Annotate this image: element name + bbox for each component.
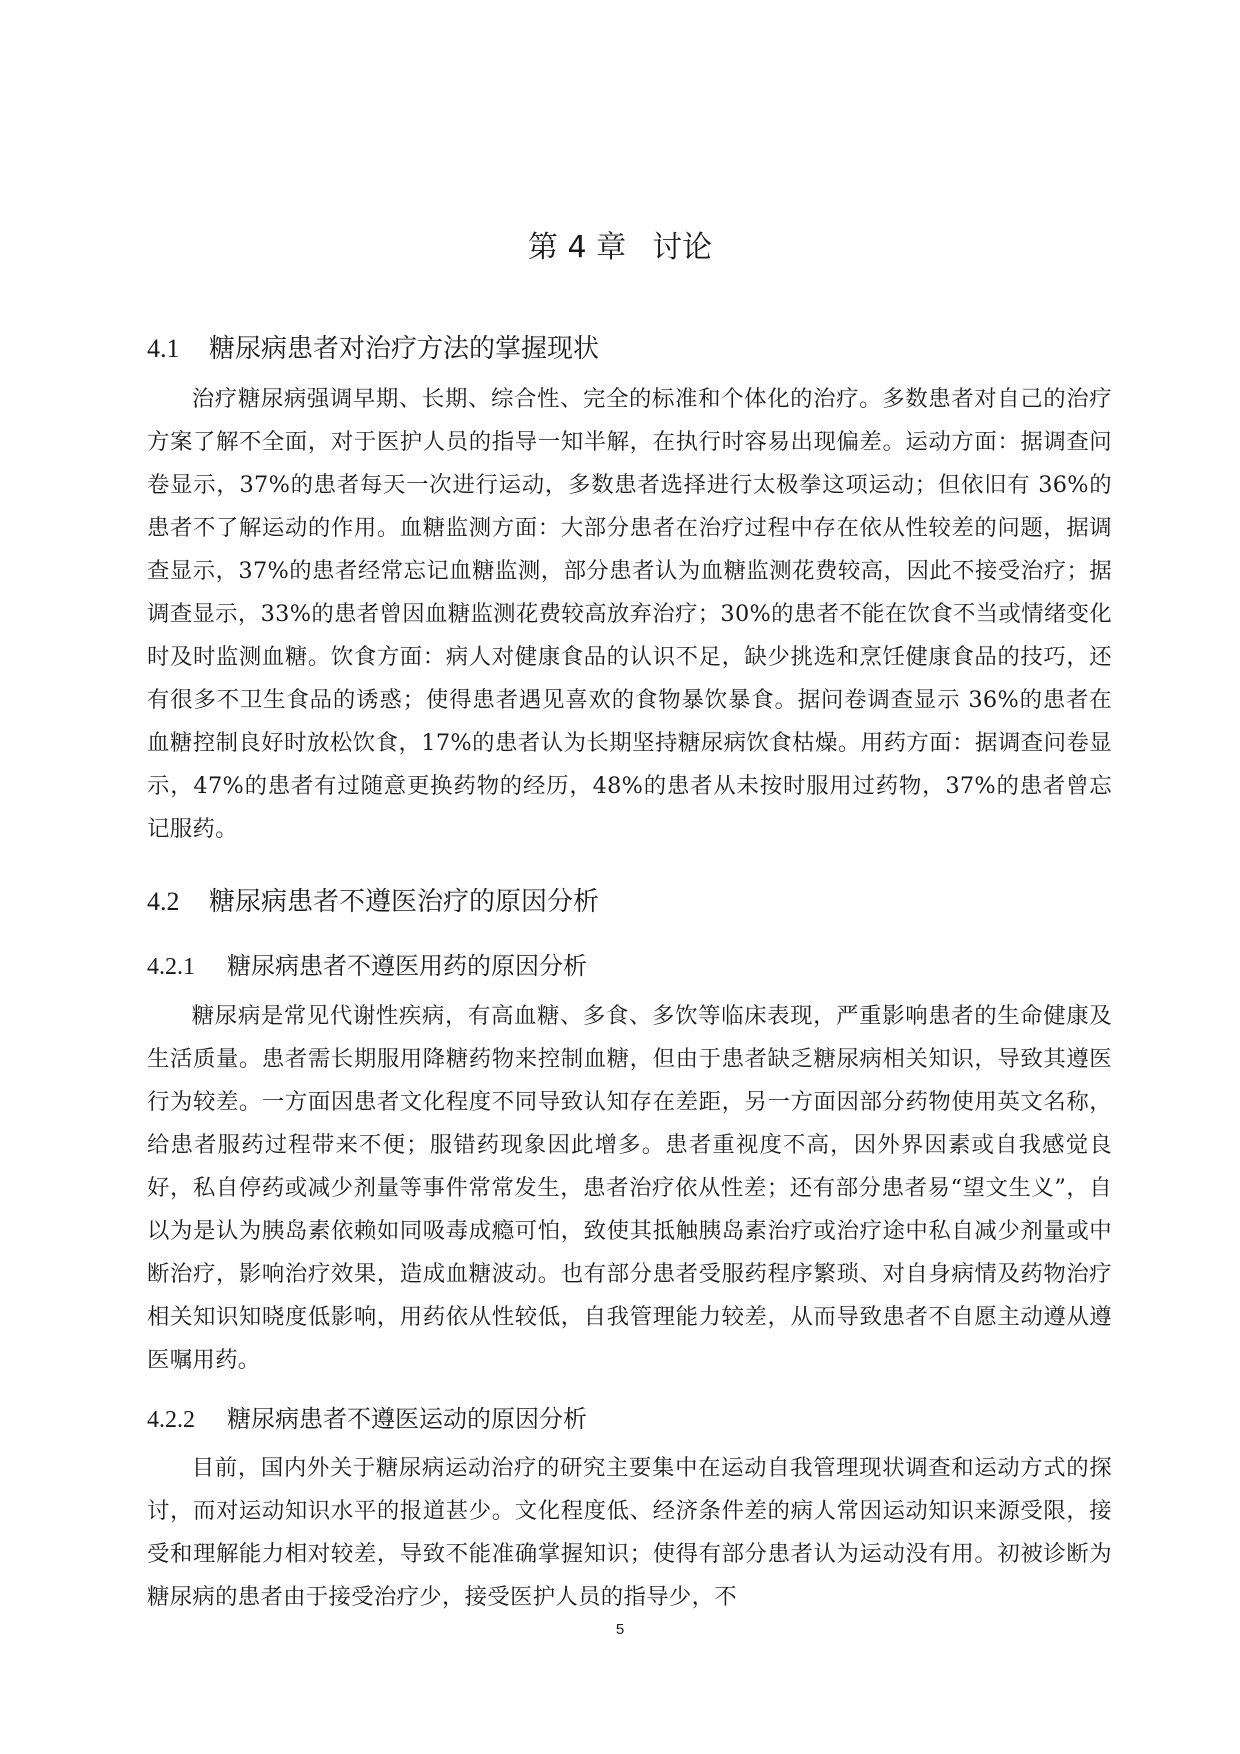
subsection-title: 糖尿病患者不遵医用药的原因分析 [227, 952, 587, 980]
subsection-number: 4.2.1 [147, 954, 195, 980]
section-title: 糖尿病患者不遵医治疗的原因分析 [209, 887, 600, 917]
page-number: 5 [615, 1621, 625, 1638]
chapter-number: 第 4 章 [527, 230, 627, 265]
subsection-heading-4-2-1 [147, 950, 587, 983]
section-4-1-paragraph: 治疗糖尿病强调早期、长期、综合性、完全的标准和个体化的治疗。多数患者对自己的治疗方案了解不全面，对于医护人员的指导一知半解，在执行时容易出现偏差。运动方面：据调查问卷显示，37%的患者每天一次进行运动，多数患者选择进行太极拳这项运动；但依旧有 36%的患者不了解运动的作用。血糖监测方面：大部分患者在治疗过程中存在依从性较差的问题，据调查显示，37%的患者经常忘记血糖监测，部分患者认为血糖监测花费较高，因此不接受治疗；据调查显示，33%的患者曾因血糖监测花费较高放弃治疗；30%的患者不能在饮食不当或情绪变化时及时监测血糖。饮食方面：病人对健康食品的认识不足，缺少挑选和烹饪健康食品的技巧，还有很多不卫生食品的诱惑；使得患者遇见喜欢的食物暴饮暴食。据问卷调查显示 36%的患者在血糖控制良好时放松饮食，17%的患者认为长期坚持糖尿病饮食枯燥。用药方面：据调查问卷显示，47%的患者有过随意更换药物的经历，48%的患者从未按时服用过药物，37%的患者曾忘记服药。 [147, 386, 1112, 842]
subsection-heading-4-2-2 [147, 1403, 587, 1436]
section-4-2-2-paragraph: 目前，国内外关于糖尿病运动治疗的研究主要集中在运动自我管理现状调查和运动方式的探讨，而对运动知识水平的报道甚少。文化程度低、经济条件差的病人常因运动知识来源受限，接受和理解能力相对较差，导致不能准确掌握知识；使得有部分患者认为运动没有用。初被诊断为糖尿病的患者由于接受治疗少，接受医护人员的指导少，不 [147, 1455, 1112, 1610]
subsection-number: 4.2.2 [147, 1407, 195, 1433]
section-4-2-1-paragraph: 糖尿病是常见代谢性疾病，有高血糖、多食、多饮等临床表现，严重影响患者的生命健康及生活质量。患者需长期服用降糖药物来控制血糖，但由于患者缺乏糖尿病相关知识，导致其遵医行为较差。一方面因患者文化程度不同导致认知存在差距，另一方面因部分药物使用英文名称，给患者服药过程带来不便；服错药现象因此增多。患者重视度不高，因外界因素或自我感觉良好，私自停药或减少剂量等事件常常发生，患者治疗依从性差；还有部分患者易“望文生义”，自以为是认为胰岛素依赖如同吸毒成瘾可怕，致使其抵触胰岛素治疗或治疗途中私自减少剂量或中断治疗，影响治疗效果，造成血糖波动。也有部分患者受服药程序繁琐、对自身病情及药物治疗相关知识知晓度低影响，用药依从性较低，自我管理能力较差，从而导致患者不自愿主动遵从遵医嘱用药。 [147, 1003, 1112, 1373]
section-number: 4.2 [147, 887, 180, 916]
section-heading-4-1 [147, 331, 599, 367]
chapter-name: 讨论 [652, 230, 713, 265]
section-heading-4-2 [147, 884, 599, 920]
section-title: 糖尿病患者对治疗方法的掌握现状 [209, 334, 600, 364]
section-number: 4.1 [147, 334, 180, 363]
chapter-title [0, 228, 1240, 268]
subsection-title: 糖尿病患者不遵医运动的原因分析 [227, 1405, 587, 1433]
